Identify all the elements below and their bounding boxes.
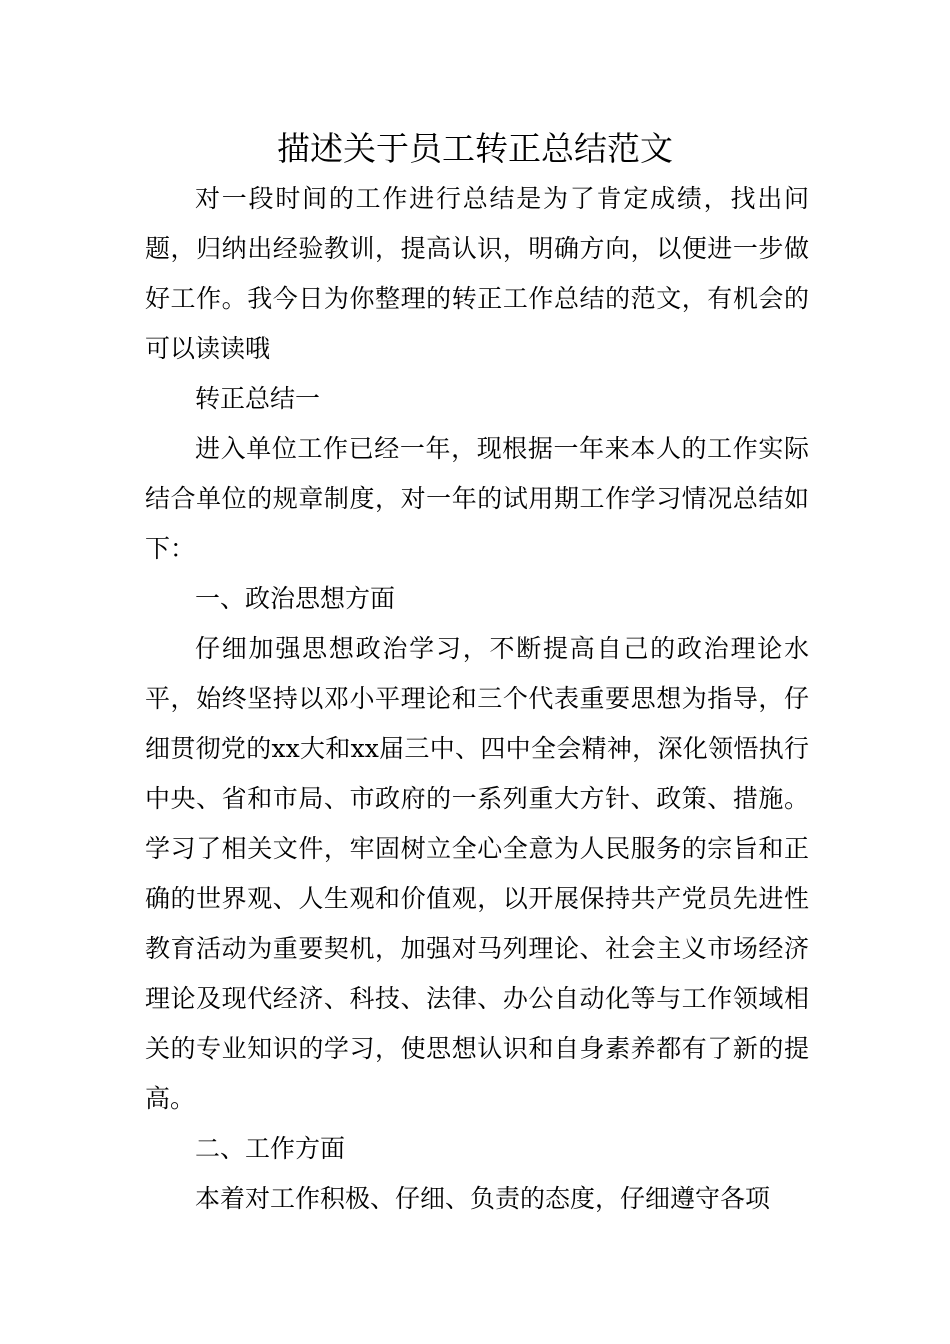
section-heading-work: 二、工作方面 [195,1134,346,1163]
paragraph-opening: 进入单位工作已经一年，现根据一年来本人的工作实际结合单位的规章制度，对一年的试用期工作学习情况总结如下： [145,434,809,563]
paragraph-intro: 对一段时间的工作进行总结是为了肯定成绩，找出问题，归纳出经验教训，提高认识，明确方向，以便进一步做好工作。我今日为你整理的转正工作总结的范文，有机会的可以读读哦 [145,184,809,363]
document-title: 描述关于员工转正总结范文 [277,129,673,168]
paragraph-work: 本着对工作积极、仔细、负责的态度，仔细遵守各项 [195,1184,771,1213]
paragraph-political: 仔细加强思想政治学习，不断提高自己的政治理论水平，始终坚持以邓小平理论和三个代表重要思想为指导，仔细贯彻党的xx大和xx届三中、四中全会精神，深化领悟执行中央、省和市局、市政府的一系列重大方针、政策、措施。学习了相关文件，牢固树立全心全意为人民服务的宗旨和正确的世界观、人生观和价值观，以开展保持共产党员先进性教育活动为重要契机，加强对马列理论、社会主义市场经济理论及现代经济、科技、法律、办公自动化等与工作领域相关的专业知识的学习，使思想认识和自身素养都有了新的提高。 [145,634,809,1113]
section-heading-summary-one: 转正总结一 [195,384,321,413]
section-heading-political: 一、政治思想方面 [195,584,396,613]
document-body [145,174,809,1224]
